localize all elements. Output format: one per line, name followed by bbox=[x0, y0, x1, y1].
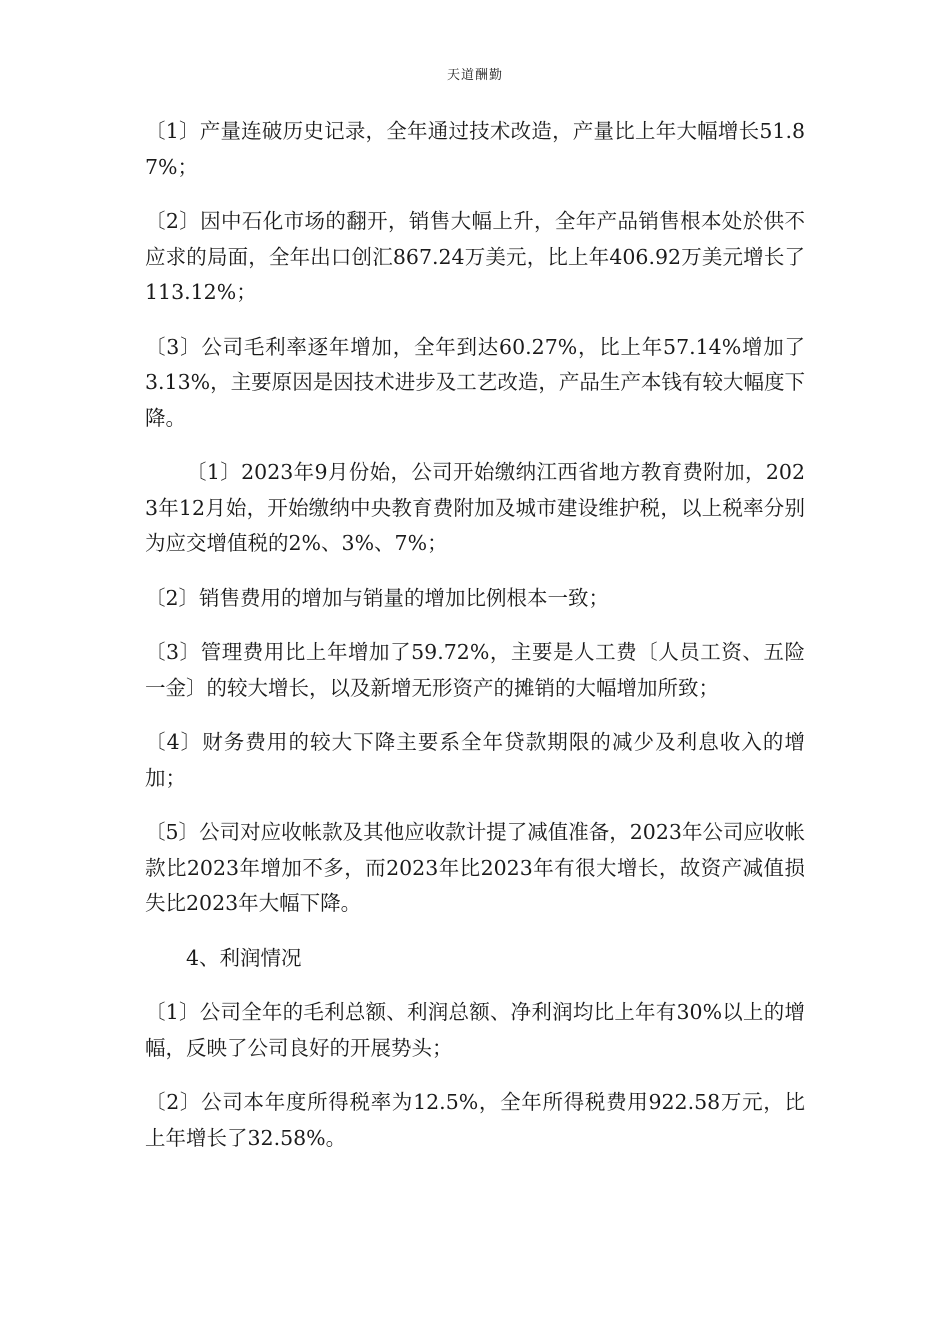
paragraph-sales: 〔2〕因中石化市场的翻开，销售大幅上升，全年产品销售根本处於供不应求的局面，全年出口创汇867.24万美元，比上年406.92万美元增长了113.12%； bbox=[145, 209, 805, 304]
paragraph-gross-margin: 〔3〕公司毛利率逐年增加，全年到达60.27%，比上年57.14%增加了3.13%，主要原因是因技术进步及工艺改造，产品生产本钱有较大幅度下降。 bbox=[145, 334, 805, 430]
section-heading-profit: 4、利润情况 bbox=[186, 945, 302, 970]
paragraph-impairment: 〔5〕公司对应收帐款及其他应收款计提了减值准备，2023年公司应收帐款比2023年增加不多，而2023年比2023年有很大增长，故资产减值损失比2023年大幅下降。 bbox=[145, 820, 805, 915]
paragraph-education-surcharge: 〔1〕2023年9月份始，公司开始缴纳江西省地方教育费附加，2023年12月始，开始缴纳中央教育费附加及城市建设维护税，以上税率分别为应交增值税的2%、3%、7%； bbox=[145, 460, 805, 555]
paragraph-admin-expense: 〔3〕管理费用比上年增加了59.72%，主要是人工费〔人员工资、五险一金〕的较大增长，以及新增无形资产的摊销的大幅增加所致； bbox=[145, 640, 805, 700]
paragraph-finance-expense: 〔4〕财务费用的较大下降主要系全年贷款期限的减少及利息收入的增加； bbox=[145, 730, 805, 790]
page-header: 天道酬勤 bbox=[446, 68, 503, 83]
paragraph-sales-expense: 〔2〕销售费用的增加与销量的增加比例根本一致； bbox=[145, 585, 610, 610]
document-body bbox=[145, 114, 805, 1175]
paragraph-profit-growth: 〔1〕公司全年的毛利总额、利润总额、净利润均比上年有30%以上的增幅，反映了公司良好的开展势头； bbox=[145, 1000, 805, 1060]
paragraph-production: 〔1〕产量连破历史记录，全年通过技术改造，产量比上年大幅增长51.87%； bbox=[145, 119, 805, 179]
paragraph-income-tax: 〔2〕公司本年度所得税率为12.5%，全年所得税费用922.58万元，比上年增长了32.58%。 bbox=[145, 1090, 805, 1150]
